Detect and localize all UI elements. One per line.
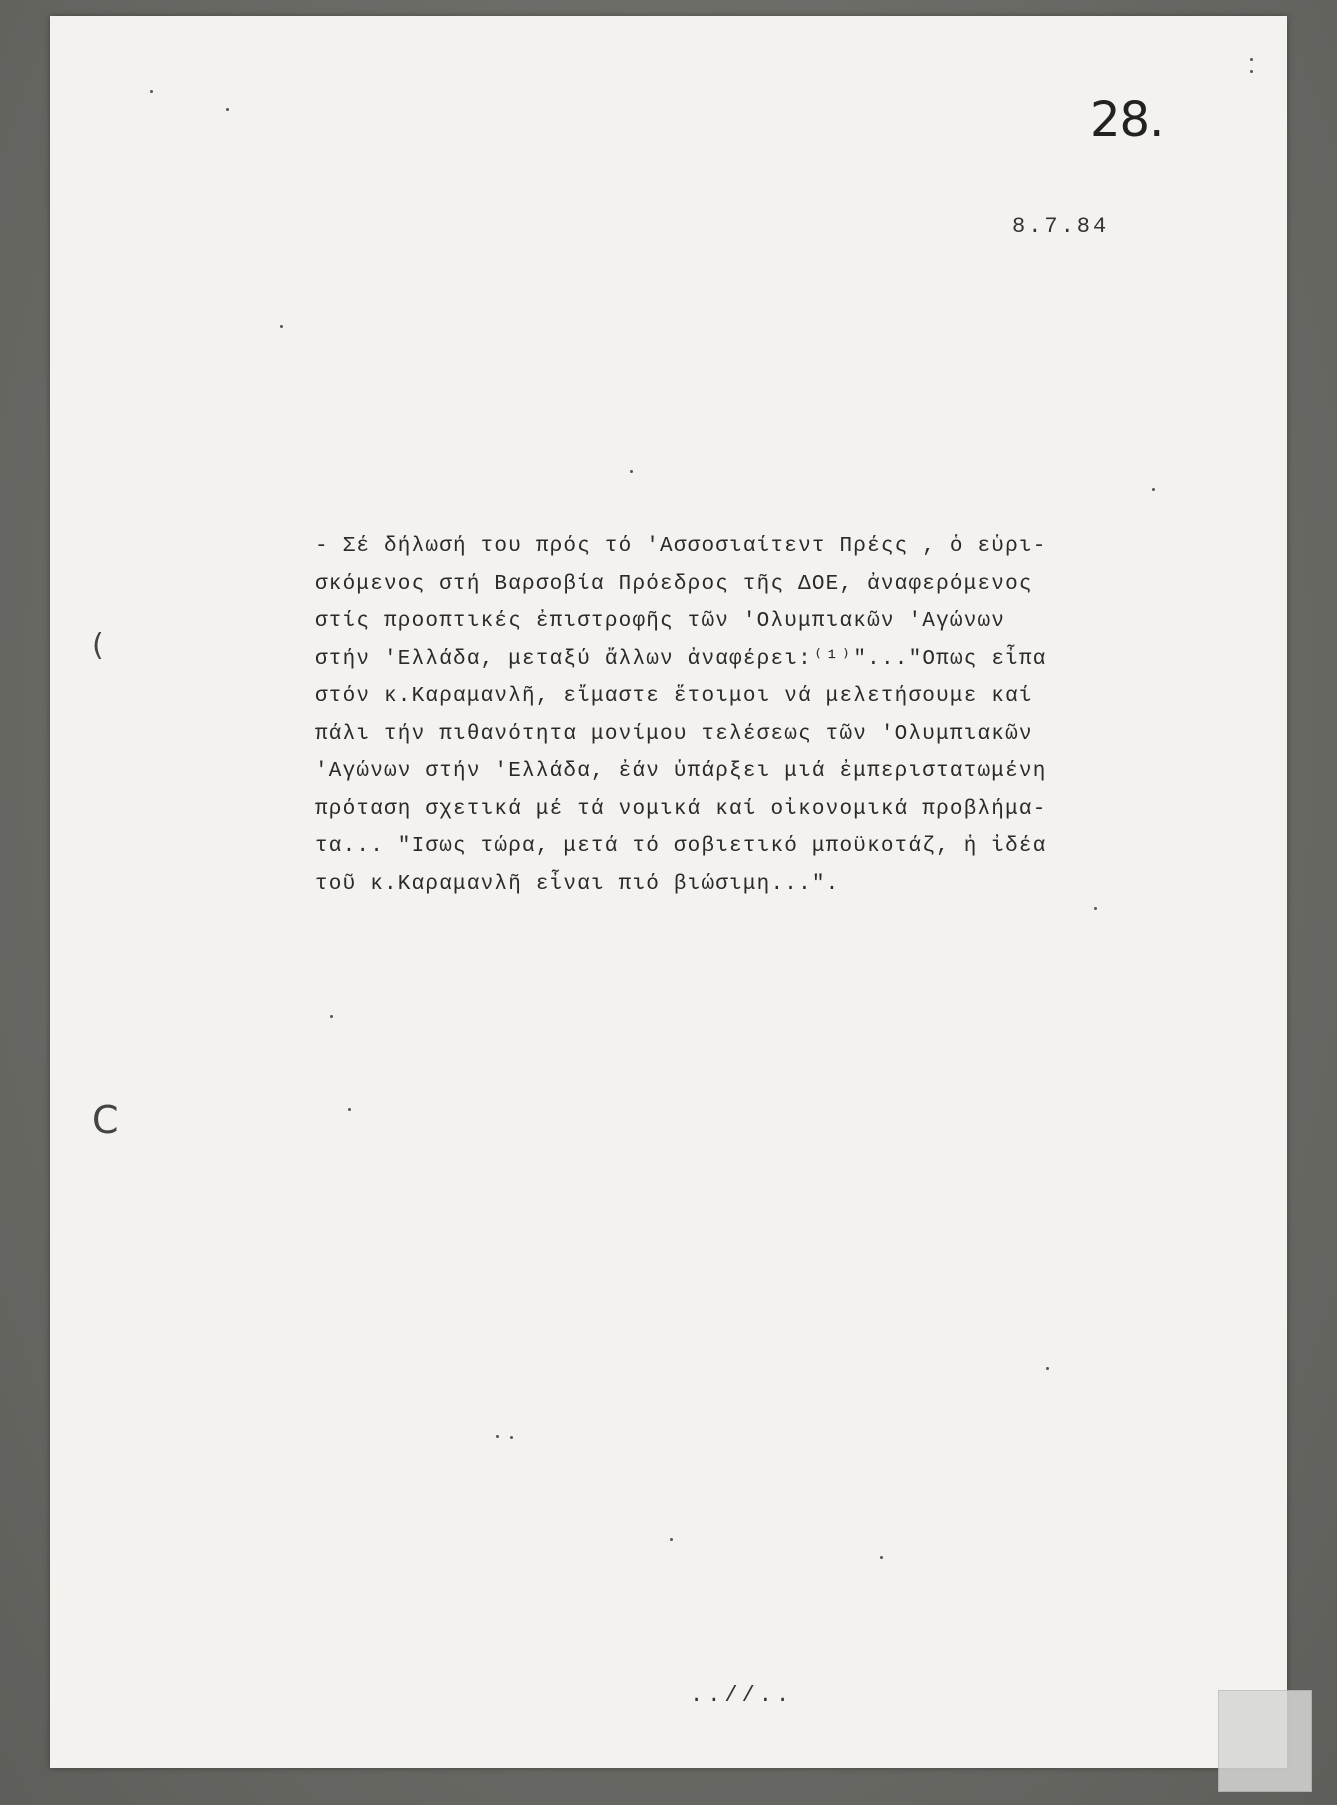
- paragraph-line: - Σέ δήλωσή του πρός τό 'Ασσοσιαίτεντ Πρέςς , ὁ εὑρι-: [315, 535, 1047, 558]
- paragraph-line: πάλι τήν πιθανότητα μονίμου τελέσεως τῶν 'Ολυμπιακῶν: [315, 722, 1033, 746]
- document-paragraph: [315, 528, 1145, 903]
- page-number: 28.: [1090, 92, 1164, 148]
- paragraph-line: στήν 'Ελλάδα, μεταξύ ἄλλων ἀναφέρει:⁽¹⁾"..."Οπως εἶπα: [315, 647, 1047, 671]
- scan-speck: [1094, 907, 1097, 910]
- paragraph-line: 'Αγώνων στήν 'Ελλάδα, ἐάν ὑπάρξει μιά ἐμπεριστατωμένη: [315, 760, 1047, 783]
- scan-speck: [348, 1108, 351, 1111]
- scan-speck: [880, 1556, 883, 1559]
- scan-speck: [1250, 70, 1253, 73]
- scan-speck: [670, 1538, 673, 1541]
- scan-speck: [226, 108, 229, 111]
- continuation-mark: ..//..: [690, 1683, 794, 1708]
- scan-speck: [280, 325, 283, 328]
- paragraph-line: τοῦ κ.Καραμανλῆ εἶναι πιό βιώσιμη...".: [315, 872, 840, 896]
- paragraph-line: σκόμενος στή Βαρσοβία Πρόεδρος τῆς ΔΟΕ, ἀναφερόμενος: [315, 572, 1033, 596]
- document-date: 8.7.84: [1012, 214, 1110, 239]
- archive-logo-stamp: [1218, 1690, 1312, 1792]
- scan-speck: [1250, 58, 1253, 61]
- scan-speck: [150, 90, 153, 93]
- binder-hole-icon: C: [92, 1098, 119, 1142]
- paragraph-line: στίς προοπτικές ἐπιστροφῆς τῶν 'Ολυμπιακῶν 'Αγώνων: [315, 610, 1006, 633]
- paragraph-line: πρόταση σχετικά μέ τά νομικά καί οἰκονομικά προβλήμα-: [315, 797, 1047, 821]
- scan-speck: [510, 1436, 513, 1439]
- scan-speck: [1046, 1367, 1049, 1370]
- scan-speck: [496, 1435, 499, 1438]
- scan-speck: [1152, 488, 1155, 491]
- paragraph-line: τα... "Ισως τώρα, μετά τό σοβιετικό μποϋκοτάζ, ἡ ἰδέα: [315, 835, 1047, 858]
- scan-speck: [630, 470, 633, 473]
- scan-speck: [330, 1015, 333, 1018]
- binder-hole-icon: (: [92, 628, 104, 663]
- paragraph-line: στόν κ.Καραμανλῆ, εἴμαστε ἕτοιμοι νά μελετήσουμε καί: [315, 685, 1033, 708]
